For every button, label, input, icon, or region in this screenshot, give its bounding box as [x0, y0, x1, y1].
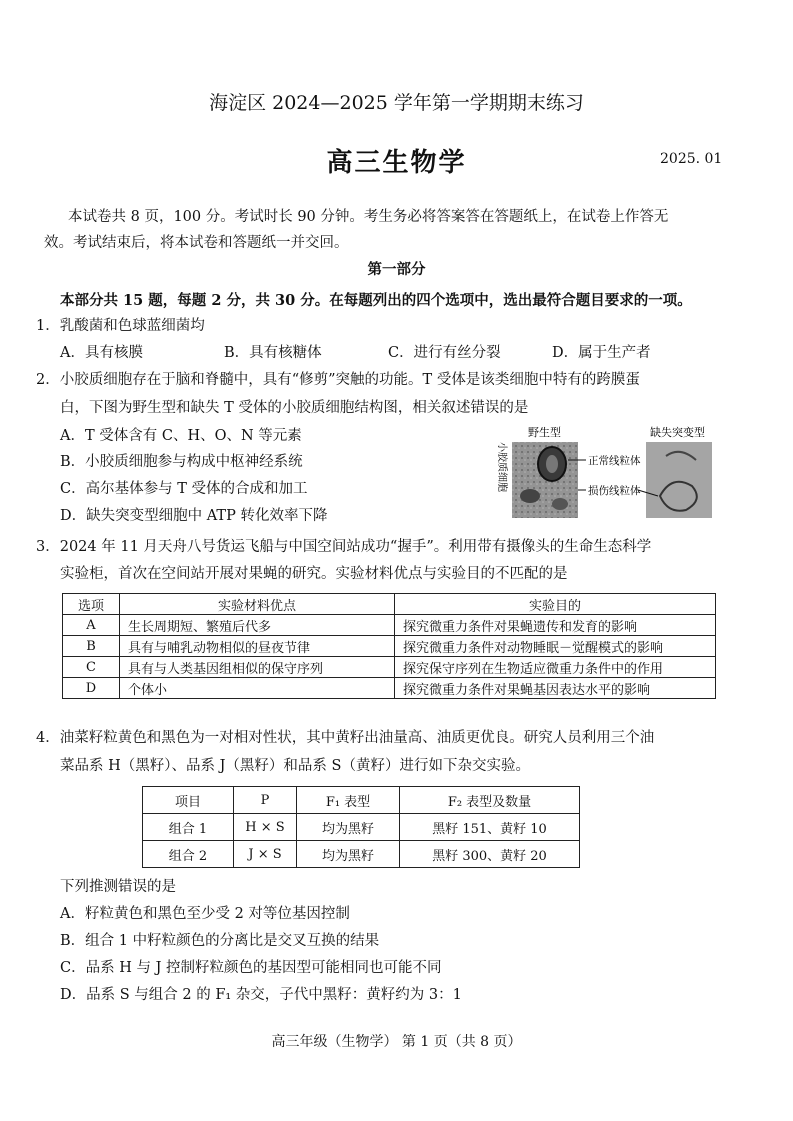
q4-option-c: C．品系 H 与 J 控制籽粒颜色的基因型可能相同也可能不同	[60, 960, 442, 976]
q4-option-b: B．组合 1 中籽粒颜色的分离比是交叉互换的结果	[60, 933, 380, 949]
q4-option-a: A．籽粒黄色和黑色至少受 2 对等位基因控制	[60, 906, 350, 922]
label-wild-type: 野生型	[528, 427, 561, 439]
table-cell: 探究微重力条件对果蝇遗传和发育的影响	[395, 615, 716, 636]
table-header-cell: 实验目的	[395, 594, 716, 615]
q1-stem: 1．乳酸菌和色球蓝细菌均	[36, 318, 205, 334]
table-cell: A	[63, 615, 120, 636]
table-cell: 组合 1	[143, 814, 234, 841]
label-mutant: 缺失突变型	[650, 427, 705, 439]
q1-option-c: C．进行有丝分裂	[388, 345, 501, 361]
table-header-cell: P	[234, 787, 297, 814]
table-cell: 黑籽 151、黄籽 10	[400, 814, 580, 841]
q2-option-d: D．缺失突变型细胞中 ATP 转化效率下降	[60, 508, 328, 524]
q1-option-d: D．属于生产者	[552, 345, 651, 361]
table-cell: D	[63, 678, 120, 699]
table-row	[63, 678, 716, 699]
q4-table	[142, 786, 580, 868]
q1-option-a: A．具有核膜	[60, 345, 143, 361]
table-header-row	[63, 594, 716, 615]
exam-date: 2025. 01	[660, 151, 723, 167]
q2-option-c: C．高尔基体参与 T 受体的合成和加工	[60, 481, 308, 497]
table-cell: 探究微重力条件对动物睡眠－觉醒模式的影响	[395, 636, 716, 657]
q4-stem-1: 4．油菜籽粒黄色和黑色为一对相对性状，其中黄籽出油量高、油质更优良。研究人员利用三个油	[36, 730, 655, 746]
table-cell: 生长周期短、繁殖后代多	[120, 615, 395, 636]
table-cell: 黑籽 300、黄籽 20	[400, 841, 580, 868]
label-normal-mito: 正常线粒体	[588, 456, 641, 467]
table-row	[63, 636, 716, 657]
q3-table	[62, 593, 716, 699]
table-header-cell: 项目	[143, 787, 234, 814]
intro-line-2: 效。考试结束后，将本试卷和答题纸一并交回。	[44, 235, 349, 251]
intro-line-1: 本试卷共 8 页，100 分。考试时长 90 分钟。考生务必将答案答在答题纸上，在试卷上作答无	[68, 209, 669, 225]
q2-stem-2: 白，下图为野生型和缺失 T 受体的小胶质细胞结构图，相关叙述错误的是	[60, 400, 529, 416]
q3-stem-2: 实验柜，首次在空间站开展对果蝇的研究。实验材料优点与实验目的不匹配的是	[60, 566, 568, 582]
organelle-shape	[520, 489, 540, 503]
label-damaged-mito: 损伤线粒体	[588, 486, 641, 497]
table-header-cell: F₁ 表型	[297, 787, 400, 814]
table-cell: 具有与人类基因组相似的保守序列	[120, 657, 395, 678]
micrograph-figure	[490, 426, 720, 522]
exam-title: 海淀区 2024—2025 学年第一学期期末练习	[209, 92, 584, 114]
q3-stem-1: 3．2024 年 11 月天舟八号货运飞船与中国空间站成功“握手”。利用带有摄像头的生命生态科学	[36, 539, 652, 555]
table-row	[63, 615, 716, 636]
q2-option-b: B．小胶质细胞参与构成中枢神经系统	[60, 454, 303, 470]
q4-prompt: 下列推测错误的是	[60, 879, 176, 895]
q2-stem-1: 2．小胶质细胞存在于脑和脊髓中，具有“修剪”突触的功能。T 受体是该类细胞中特有的跨膜蛋	[36, 372, 640, 388]
table-row	[143, 841, 580, 868]
q4-stem-2: 菜品系 H（黑籽）、品系 J（黑籽）和品系 S（黄籽）进行如下杂交实验。	[60, 758, 530, 774]
mutant-micrograph	[646, 442, 712, 518]
page-footer: 高三年级（生物学） 第 1 页（共 8 页）	[271, 1034, 522, 1050]
table-cell: 均为黑籽	[297, 814, 400, 841]
subject-title: 高三生物学	[326, 148, 467, 178]
table-cell: 探究微重力条件对果蝇基因表达水平的影响	[395, 678, 716, 699]
q4-option-d: D．品系 S 与组合 2 的 F₁ 杂交，子代中黑籽：黄籽约为 3：1	[60, 987, 462, 1003]
q2-option-a: A．T 受体含有 C、H、O、N 等元素	[60, 428, 302, 444]
table-cell: 探究保守序列在生物适应微重力条件中的作用	[395, 657, 716, 678]
q1-option-b: B．具有核糖体	[224, 345, 322, 361]
table-row	[143, 814, 580, 841]
part-instructions: 本部分共 15 题，每题 2 分，共 30 分。在每题列出的四个选项中，选出最符合题目要求的一项。	[60, 292, 692, 309]
table-cell: 组合 2	[143, 841, 234, 868]
label-microglia: 小胶质细胞	[496, 442, 507, 492]
table-cell: C	[63, 657, 120, 678]
table-cell: 具有与哺乳动物相似的昼夜节律	[120, 636, 395, 657]
table-cell: H × S	[234, 814, 297, 841]
table-row	[63, 657, 716, 678]
part-heading: 第一部分	[367, 261, 426, 278]
table-cell: B	[63, 636, 120, 657]
table-cell: 个体小	[120, 678, 395, 699]
table-header-cell: F₂ 表型及数量	[400, 787, 580, 814]
micrograph-svg	[490, 426, 720, 522]
table-header-cell: 选项	[63, 594, 120, 615]
table-header-cell: 实验材料优点	[120, 594, 395, 615]
table-header-row	[143, 787, 580, 814]
table-cell: J × S	[234, 841, 297, 868]
table-cell: 均为黑籽	[297, 841, 400, 868]
